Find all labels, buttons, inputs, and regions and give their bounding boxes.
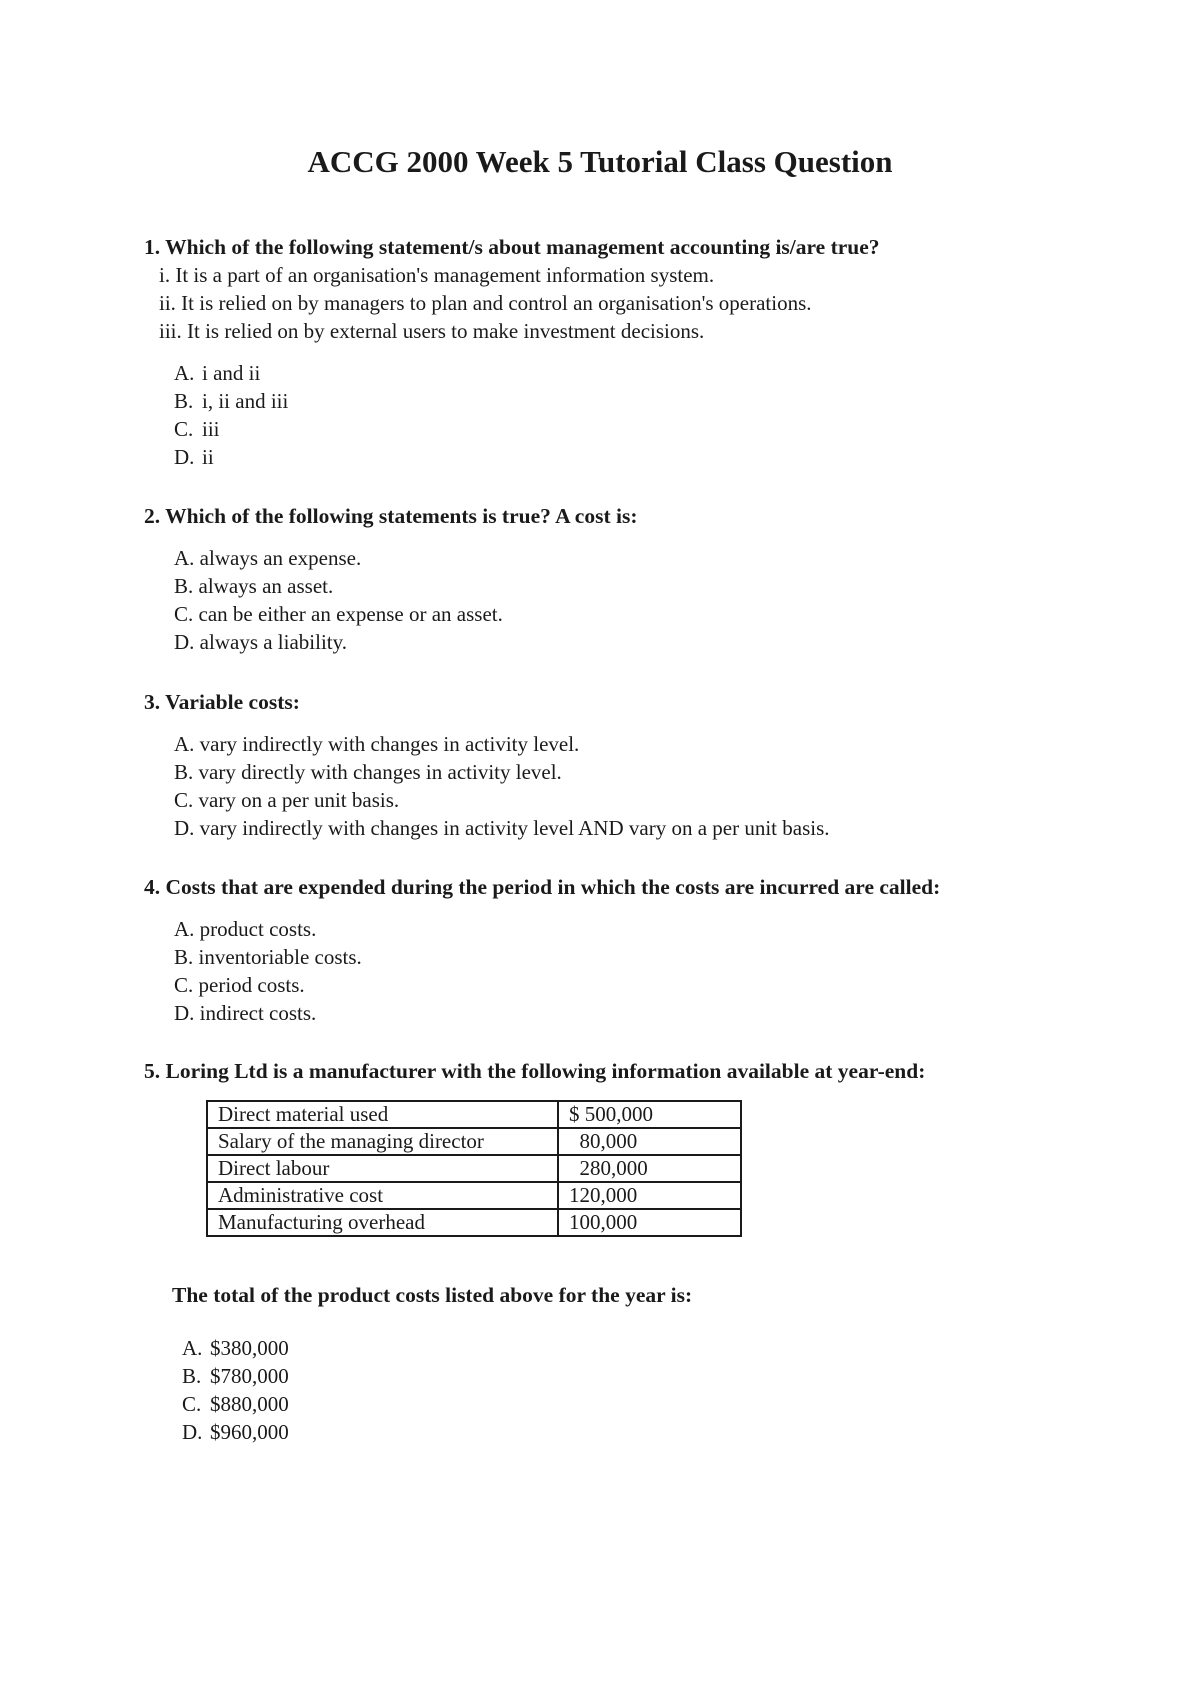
table-cell-value: 280,000 <box>558 1155 741 1182</box>
table-cell-label: Direct labour <box>207 1155 558 1182</box>
option-c: C. period costs. <box>174 973 305 997</box>
statement-iii: iii. It is relied on by external users to make investment decisions. <box>159 319 705 343</box>
question-4 <box>144 873 1104 1027</box>
option-d: D. $960,000 <box>182 1420 289 1444</box>
question-1-heading: 1. Which of the following statement/s about management accounting is/are true? <box>144 235 880 259</box>
table-row <box>207 1209 741 1236</box>
option-c: C. iii <box>174 417 220 441</box>
question-5-options <box>182 1334 289 1446</box>
option-a: A. $380,000 <box>182 1336 289 1360</box>
option-a: A. product costs. <box>174 917 317 941</box>
option-c: C. vary on a per unit basis. <box>174 788 400 812</box>
question-2-heading: 2. Which of the following statements is true? A cost is: <box>144 504 638 528</box>
table-cell-label: Direct material used <box>207 1101 558 1128</box>
question-5 <box>144 1057 1104 1085</box>
question-2-options <box>174 544 1104 656</box>
statement-i: i. It is a part of an organisation's management information system. <box>159 263 715 287</box>
option-d: D. indirect costs. <box>174 1001 317 1025</box>
question-3-heading: 3. Variable costs: <box>144 690 300 714</box>
option-d: D. ii <box>174 445 214 469</box>
option-d: D. vary indirectly with changes in activity level AND vary on a per unit basis. <box>174 816 830 840</box>
option-d: D. always a liability. <box>174 630 348 654</box>
option-b: B. i, ii and iii <box>174 389 289 413</box>
question-3-options <box>174 730 1104 842</box>
question-1 <box>144 233 1104 471</box>
table-cell-value: $ 500,000 <box>558 1101 741 1128</box>
option-c: C. can be either an expense or an asset. <box>174 602 503 626</box>
question-1-options <box>174 359 1104 471</box>
table-cell-value: 80,000 <box>558 1128 741 1155</box>
question-4-options <box>174 915 1104 1027</box>
table-row <box>207 1182 741 1209</box>
table-row <box>207 1155 741 1182</box>
page-title: ACCG 2000 Week 5 Tutorial Class Question <box>307 144 893 179</box>
table-row <box>207 1101 741 1128</box>
statement-ii: ii. It is relied on by managers to plan and control an organisation's operations. <box>159 291 812 315</box>
table-cell-label: Manufacturing overhead <box>207 1209 558 1236</box>
option-b: B. always an asset. <box>174 574 334 598</box>
table-cell-value: 100,000 <box>558 1209 741 1236</box>
option-b: B. $780,000 <box>182 1364 289 1388</box>
cost-table <box>206 1100 742 1237</box>
question-1-statements <box>159 261 1104 345</box>
table-row <box>207 1128 741 1155</box>
option-b: B. inventoriable costs. <box>174 945 362 969</box>
option-c: C. $880,000 <box>182 1392 289 1416</box>
question-4-heading: 4. Costs that are expended during the period in which the costs are incurred are called: <box>144 875 941 899</box>
question-5-heading: 5. Loring Ltd is a manufacturer with the following information available at year-end: <box>144 1059 926 1083</box>
option-b: B. vary directly with changes in activity level. <box>174 760 562 784</box>
option-a: A. i and ii <box>174 361 261 385</box>
option-a: A. vary indirectly with changes in activity level. <box>174 732 580 756</box>
question-2 <box>144 502 1104 656</box>
table-cell-label: Administrative cost <box>207 1182 558 1209</box>
table-cell-label: Salary of the managing director <box>207 1128 558 1155</box>
table-cell-value: 120,000 <box>558 1182 741 1209</box>
question-5-sub-question: The total of the product costs listed above for the year is: <box>172 1283 693 1307</box>
question-3 <box>144 688 1104 842</box>
option-a: A. always an expense. <box>174 546 362 570</box>
